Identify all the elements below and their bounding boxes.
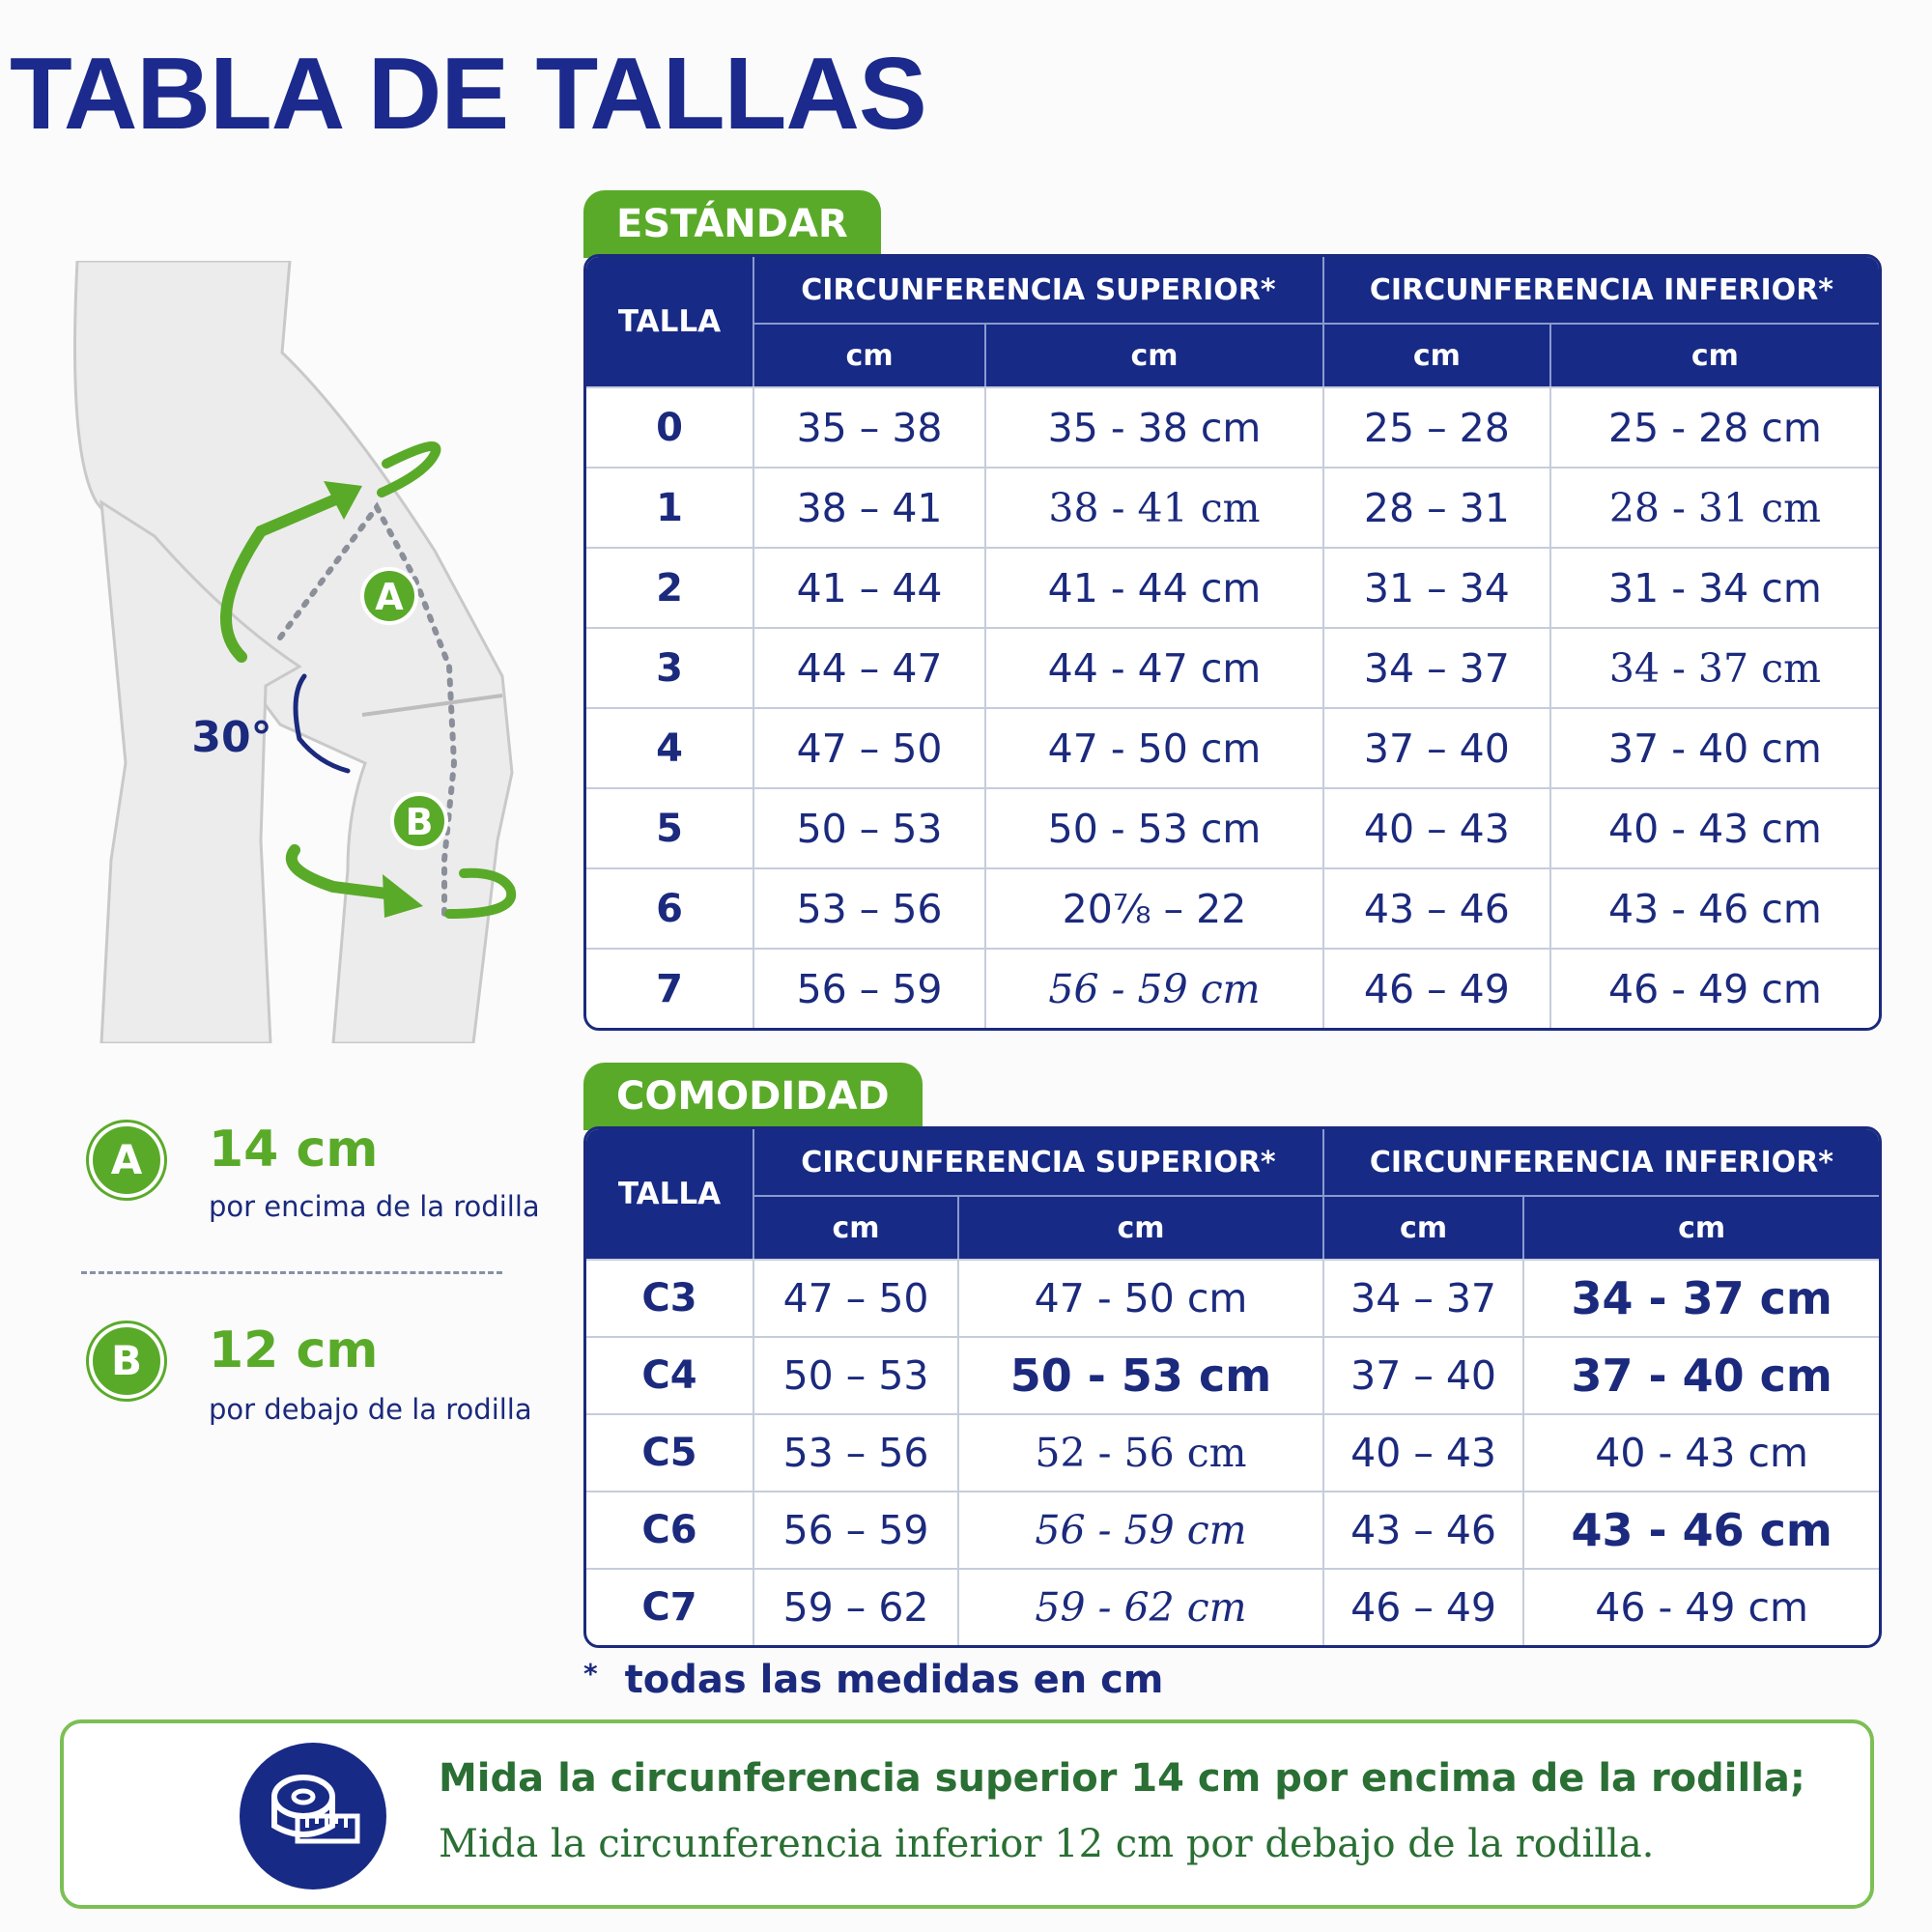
unit-header: cm [959, 1197, 1324, 1259]
unit-header: cm [986, 325, 1324, 386]
footnote-text: todas las medidas en cm [624, 1658, 1164, 1702]
lower-cm-cell: 43 – 46 [1324, 1491, 1524, 1568]
lower-range-cell: 37 - 40 cm [1551, 707, 1879, 787]
lower-cm-cell: 40 – 43 [1324, 787, 1551, 867]
size-cell: 2 [586, 547, 754, 627]
upper-range-cell: 41 - 44 cm [986, 547, 1324, 627]
lower-cm-cell: 34 – 37 [1324, 1259, 1524, 1336]
footnote-asterisk: * [583, 1658, 598, 1690]
upper-range-cell: 52 - 56 cm [959, 1413, 1324, 1491]
upper-range-cell: 56 - 59 cm [986, 948, 1324, 1028]
upper-cm-cell: 47 – 50 [754, 707, 986, 787]
size-cell: C7 [586, 1568, 754, 1645]
size-cell: 3 [586, 627, 754, 707]
table-row [586, 867, 1879, 948]
page-title: TABLA DE TALLAS [10, 37, 926, 151]
lower-cm-cell: 25 – 28 [1324, 386, 1551, 467]
upper-circumference-header: CIRCUNFERENCIA SUPERIOR* [754, 257, 1324, 325]
table-row [586, 1413, 1879, 1491]
measure-b-value: 12 cm [209, 1321, 379, 1379]
upper-range-cell: 47 - 50 cm [959, 1259, 1324, 1336]
upper-range-cell: 20⅞ – 22 [986, 867, 1324, 948]
lower-range-cell: 28 - 31 cm [1551, 467, 1879, 547]
lower-range-cell: 40 - 43 cm [1524, 1413, 1879, 1491]
table-row [586, 386, 1879, 467]
table-row [586, 707, 1879, 787]
size-header: TALLA [586, 257, 754, 386]
upper-cm-cell: 53 – 56 [754, 867, 986, 948]
upper-range-cell: 50 - 53 cm [986, 787, 1324, 867]
size-cell: C6 [586, 1491, 754, 1568]
size-cell: 7 [586, 948, 754, 1028]
lower-range-cell: 34 - 37 cm [1551, 627, 1879, 707]
instructions-box [60, 1719, 1874, 1909]
lower-range-cell: 40 - 43 cm [1551, 787, 1879, 867]
lower-range-cell: 46 - 49 cm [1551, 948, 1879, 1028]
upper-cm-cell: 50 – 53 [754, 1336, 959, 1413]
lower-range-cell: 43 - 46 cm [1524, 1491, 1879, 1568]
lower-cm-cell: 37 – 40 [1324, 707, 1551, 787]
lower-cm-cell: 40 – 43 [1324, 1413, 1524, 1491]
measure-a-badge: A [89, 1122, 164, 1198]
tape-measure-icon [240, 1743, 386, 1889]
table-row [586, 1259, 1879, 1336]
size-cell: C5 [586, 1413, 754, 1491]
angle-label: 30° [191, 713, 272, 762]
table-row [586, 1336, 1879, 1413]
instruction-line-upper: Mida la circunferencia superior 14 cm por encima de la rodilla; [439, 1756, 1805, 1801]
size-cell: 1 [586, 467, 754, 547]
table-row [586, 1491, 1879, 1568]
upper-cm-cell: 35 – 38 [754, 386, 986, 467]
size-cell: 0 [586, 386, 754, 467]
comfort-size-table [583, 1126, 1882, 1648]
table-row [586, 1568, 1879, 1645]
lower-range-cell: 46 - 49 cm [1524, 1568, 1879, 1645]
lower-cm-cell: 28 – 31 [1324, 467, 1551, 547]
upper-range-cell: 47 - 50 cm [986, 707, 1324, 787]
unit-header: cm [1324, 325, 1551, 386]
size-cell: 4 [586, 707, 754, 787]
green-arc-upper [382, 446, 436, 493]
marker-b-label: B [405, 801, 434, 843]
size-cell: 6 [586, 867, 754, 948]
upper-cm-cell: 50 – 53 [754, 787, 986, 867]
lower-range-cell: 43 - 46 cm [1551, 867, 1879, 948]
upper-cm-cell: 41 – 44 [754, 547, 986, 627]
table-row [586, 787, 1879, 867]
upper-range-cell: 38 - 41 cm [986, 467, 1324, 547]
upper-cm-cell: 59 – 62 [754, 1568, 959, 1645]
lower-cm-cell: 43 – 46 [1324, 867, 1551, 948]
upper-cm-cell: 53 – 56 [754, 1413, 959, 1491]
table-row [586, 467, 1879, 547]
upper-cm-cell: 56 – 59 [754, 1491, 959, 1568]
upper-cm-cell: 44 – 47 [754, 627, 986, 707]
standard-size-table [583, 254, 1882, 1031]
lower-range-cell: 37 - 40 cm [1524, 1336, 1879, 1413]
upper-circumference-header: CIRCUNFERENCIA SUPERIOR* [754, 1129, 1324, 1197]
table-row [586, 547, 1879, 627]
standard-tab: ESTÁNDAR [583, 190, 881, 258]
upper-cm-cell: 47 – 50 [754, 1259, 959, 1336]
lower-range-cell: 25 - 28 cm [1551, 386, 1879, 467]
lower-cm-cell: 46 – 49 [1324, 1568, 1524, 1645]
lower-circumference-header: CIRCUNFERENCIA INFERIOR* [1324, 257, 1879, 325]
instruction-line-lower: Mida la circunferencia inferior 12 cm por debajo de la rodilla. [439, 1822, 1655, 1866]
unit-header: cm [754, 1197, 959, 1259]
upper-range-cell: 50 - 53 cm [959, 1336, 1324, 1413]
size-cell: C3 [586, 1259, 754, 1336]
upper-cm-cell: 56 – 59 [754, 948, 986, 1028]
unit-header: cm [1524, 1197, 1879, 1259]
divider [81, 1271, 502, 1274]
lower-cm-cell: 37 – 40 [1324, 1336, 1524, 1413]
measure-a-value: 14 cm [209, 1121, 379, 1179]
lower-cm-cell: 31 – 34 [1324, 547, 1551, 627]
knee-diagram [58, 261, 560, 1043]
lower-cm-cell: 46 – 49 [1324, 948, 1551, 1028]
measure-b-description: por debajo de la rodilla [209, 1393, 532, 1426]
marker-a-label: A [375, 576, 404, 618]
upper-range-cell: 35 - 38 cm [986, 386, 1324, 467]
lower-circumference-header: CIRCUNFERENCIA INFERIOR* [1324, 1129, 1879, 1197]
comfort-tab: COMODIDAD [583, 1063, 923, 1130]
unit-header: cm [1324, 1197, 1524, 1259]
upper-cm-cell: 38 – 41 [754, 467, 986, 547]
footnote [583, 1658, 1164, 1702]
upper-range-cell: 44 - 47 cm [986, 627, 1324, 707]
size-cell: C4 [586, 1336, 754, 1413]
upper-range-cell: 59 - 62 cm [959, 1568, 1324, 1645]
table-row [586, 627, 1879, 707]
lower-range-cell: 31 - 34 cm [1551, 547, 1879, 627]
lower-range-cell: 34 - 37 cm [1524, 1259, 1879, 1336]
measure-b-badge: B [89, 1323, 164, 1399]
measure-a-description: por encima de la rodilla [209, 1190, 540, 1223]
unit-header: cm [1551, 325, 1879, 386]
lower-cm-cell: 34 – 37 [1324, 627, 1551, 707]
upper-range-cell: 56 - 59 cm [959, 1491, 1324, 1568]
unit-header: cm [754, 325, 986, 386]
table-row [586, 948, 1879, 1028]
size-header: TALLA [586, 1129, 754, 1259]
size-cell: 5 [586, 787, 754, 867]
